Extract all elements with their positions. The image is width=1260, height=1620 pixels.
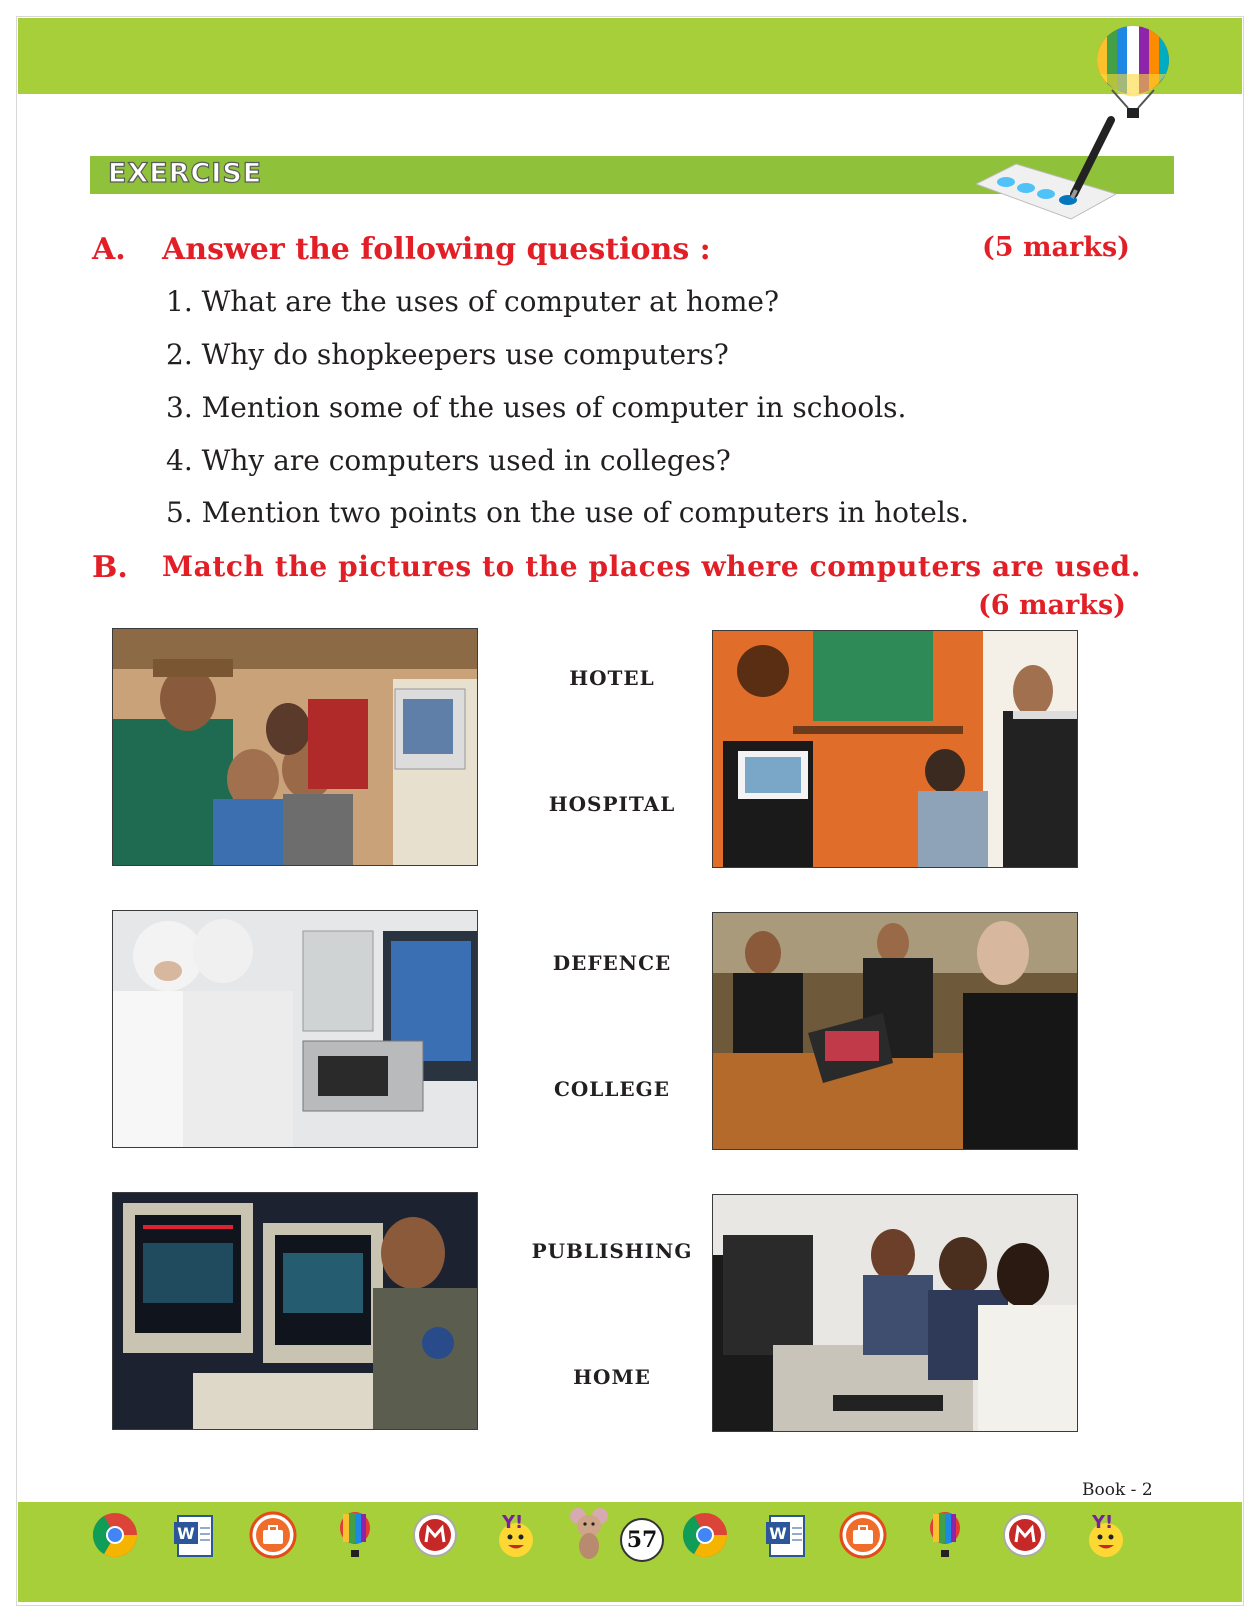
book-label: Book - 2 — [1082, 1480, 1153, 1500]
top-banner — [18, 18, 1242, 94]
section-b-letter: B. — [92, 550, 128, 585]
place-label-publishing: PUBLISHING — [531, 1239, 693, 1263]
yahoo-messenger-icon — [488, 1510, 538, 1560]
balloon-icon — [330, 1510, 380, 1560]
page-number: 57 — [620, 1518, 664, 1562]
mcafee-icon — [1000, 1510, 1050, 1560]
section-b-heading: Match the pictures to the places where computers are used. — [162, 550, 1142, 583]
photo-publishing-office — [712, 630, 1078, 868]
balloon-icon — [1092, 24, 1174, 124]
place-label-hospital: HOSPITAL — [548, 792, 676, 816]
photo-family-computer — [112, 628, 478, 866]
balloon-icon — [920, 1510, 970, 1560]
svg-text:W: W — [177, 1524, 195, 1543]
place-label-college: COLLEGE — [553, 1077, 671, 1101]
yahoo-messenger-icon — [1078, 1510, 1128, 1560]
svg-text:W: W — [769, 1524, 787, 1543]
photo-college-lab — [712, 1194, 1078, 1432]
place-label-hotel: HOTEL — [569, 666, 655, 690]
photo-hotel-reception — [712, 912, 1078, 1150]
svg-text:Y!: Y! — [502, 1512, 524, 1533]
question-1: 1. What are the uses of computer at home? — [166, 285, 779, 318]
mouse-mascot-icon — [564, 1506, 616, 1562]
briefcase-icon — [838, 1510, 888, 1560]
word-icon — [762, 1510, 812, 1560]
word-icon — [170, 1510, 220, 1560]
briefcase-icon — [248, 1510, 298, 1560]
chrome-icon — [680, 1510, 730, 1560]
place-label-home: HOME — [573, 1365, 651, 1389]
place-label-defence: DEFENCE — [552, 951, 672, 975]
photo-defence-operator — [112, 1192, 478, 1430]
question-3: 3. Mention some of the uses of computer in schools. — [166, 391, 907, 424]
exercise-title: EXERCISE — [108, 158, 263, 189]
question-4: 4. Why are computers used in colleges? — [166, 444, 731, 477]
chrome-icon — [90, 1510, 140, 1560]
section-a-letter: A. — [92, 232, 126, 267]
question-2: 2. Why do shopkeepers use computers? — [166, 338, 729, 371]
section-b-marks: (6 marks) — [978, 590, 1126, 621]
answer-sheet-icon — [976, 114, 1116, 224]
question-5: 5. Mention two points on the use of computers in hotels. — [166, 496, 970, 529]
photo-hospital-lab — [112, 910, 478, 1148]
section-a-marks: (5 marks) — [982, 232, 1130, 263]
section-a-heading: Answer the following questions : — [162, 232, 711, 267]
svg-text:Y!: Y! — [1092, 1512, 1114, 1533]
mcafee-icon — [410, 1510, 460, 1560]
